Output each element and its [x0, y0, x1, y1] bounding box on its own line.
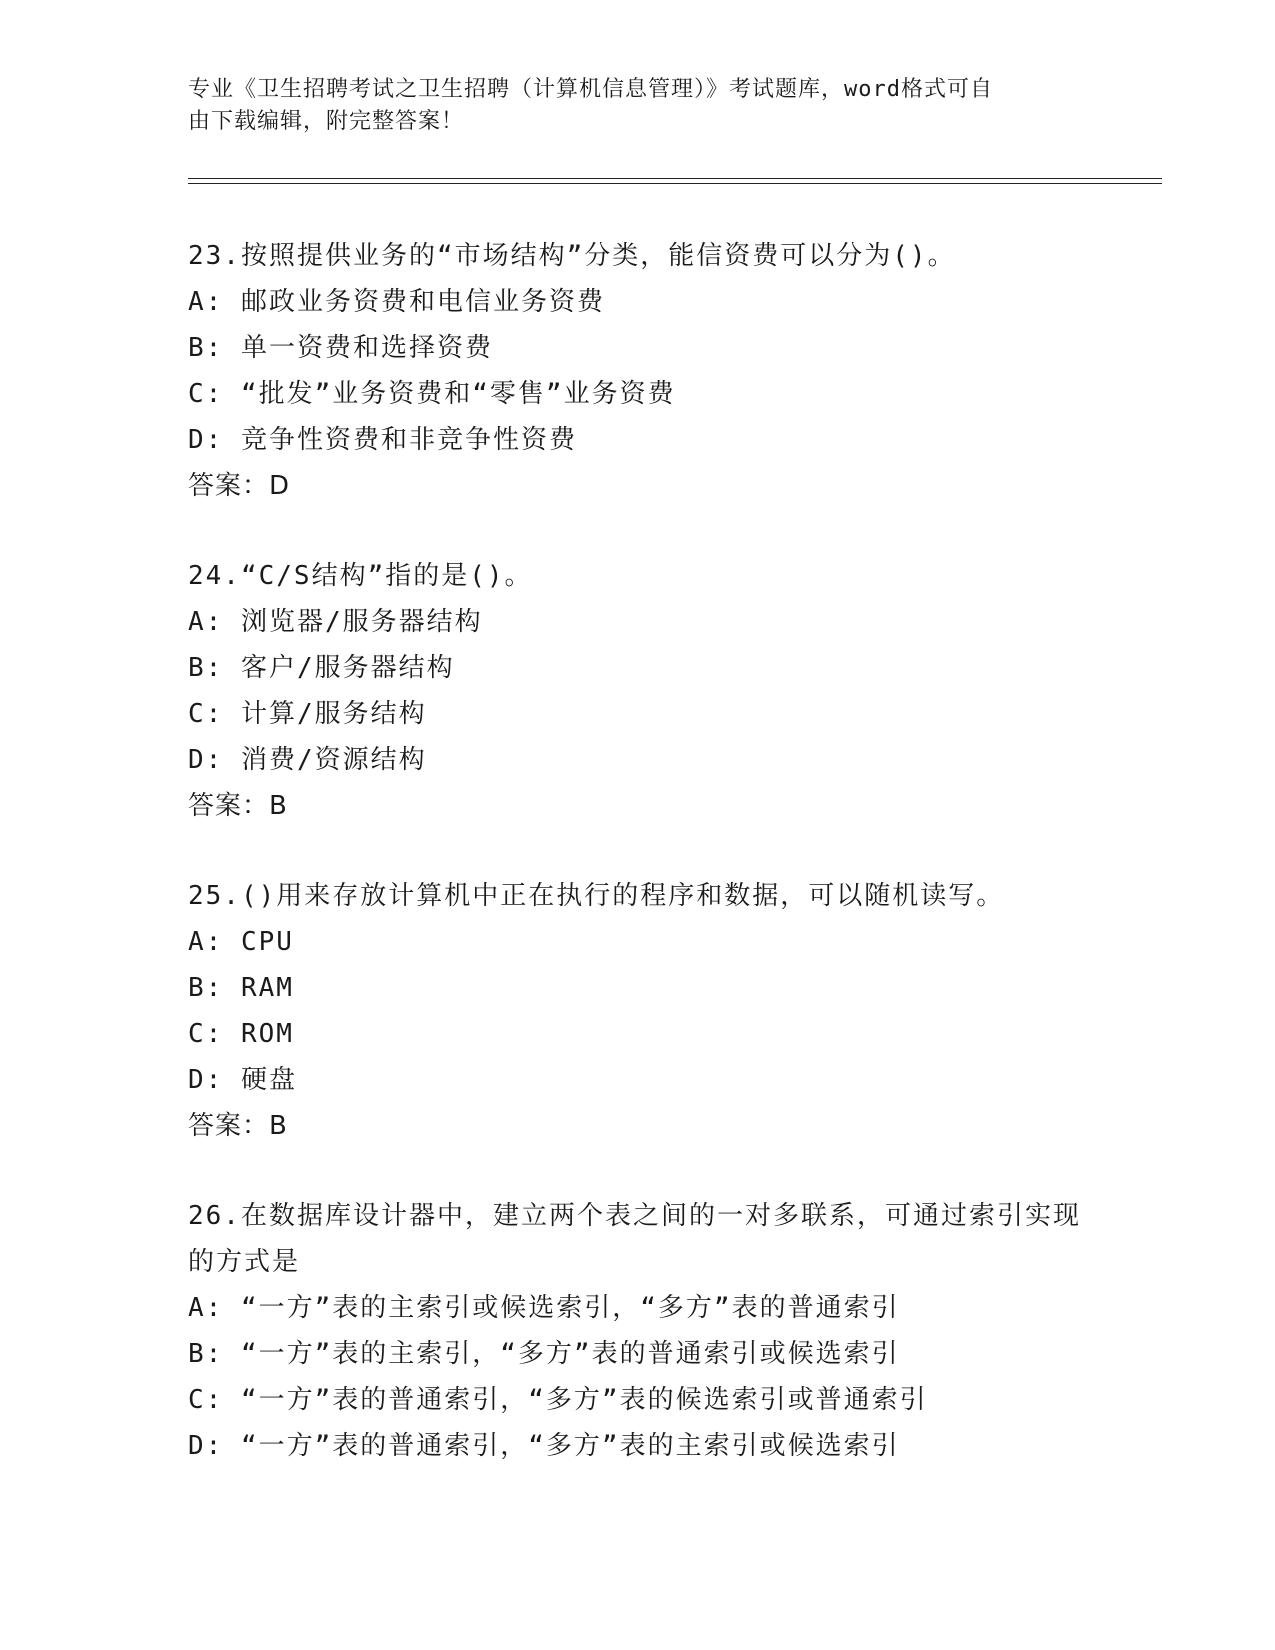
question-stem: 23.按照提供业务的“市场结构”分类，能信资费可以分为()。	[188, 241, 956, 271]
option-a: A: 邮政业务资费和电信业务资费	[188, 287, 605, 317]
option-d: D: 硬盘	[188, 1065, 297, 1095]
answer: 答案：D	[188, 471, 291, 501]
answer: 答案：B	[188, 1111, 288, 1141]
header-line-2: 由下载编辑，附完整答案！	[188, 109, 465, 134]
question-list	[188, 233, 1088, 1513]
header-divider-bottom	[188, 183, 1162, 184]
question-stem: 26.在数据库设计器中，建立两个表之间的一对多联系，可通过索引实现的方式是	[188, 1201, 1081, 1277]
question-23	[188, 233, 1088, 509]
option-c: C: ROM	[188, 1019, 294, 1049]
option-a: A: “一方”表的主索引或候选索引，“多方”表的普通索引	[188, 1293, 900, 1323]
question-stem: 24.“C/S结构”指的是()。	[188, 561, 533, 591]
header-line-1: 专业《卫生招聘考试之卫生招聘（计算机信息管理）》考试题库，word格式可自	[188, 77, 993, 102]
option-b: B: 客户/服务器结构	[188, 653, 455, 683]
option-b: B: RAM	[188, 973, 294, 1003]
question-stem: 25.()用来存放计算机中正在执行的程序和数据，可以随机读写。	[188, 881, 1005, 911]
question-25	[188, 873, 1088, 1149]
option-a: A: CPU	[188, 927, 294, 957]
header-divider-top	[188, 178, 1162, 179]
option-a: A: 浏览器/服务器结构	[188, 607, 483, 637]
option-d: D: “一方”表的普通索引，“多方”表的主索引或候选索引	[188, 1431, 900, 1461]
option-d: D: 竞争性资费和非竞争性资费	[188, 425, 577, 455]
option-b: B: 单一资费和选择资费	[188, 333, 493, 363]
option-c: C: “批发”业务资费和“零售”业务资费	[188, 379, 676, 409]
question-26	[188, 1193, 1088, 1469]
option-d: D: 消费/资源结构	[188, 745, 427, 775]
option-c: C: “一方”表的普通索引，“多方”表的候选索引或普通索引	[188, 1385, 928, 1415]
document-header	[188, 74, 1088, 138]
option-c: C: 计算/服务结构	[188, 699, 427, 729]
option-b: B: “一方”表的主索引，“多方”表的普通索引或候选索引	[188, 1339, 900, 1369]
answer: 答案：B	[188, 791, 288, 821]
question-24	[188, 553, 1088, 829]
